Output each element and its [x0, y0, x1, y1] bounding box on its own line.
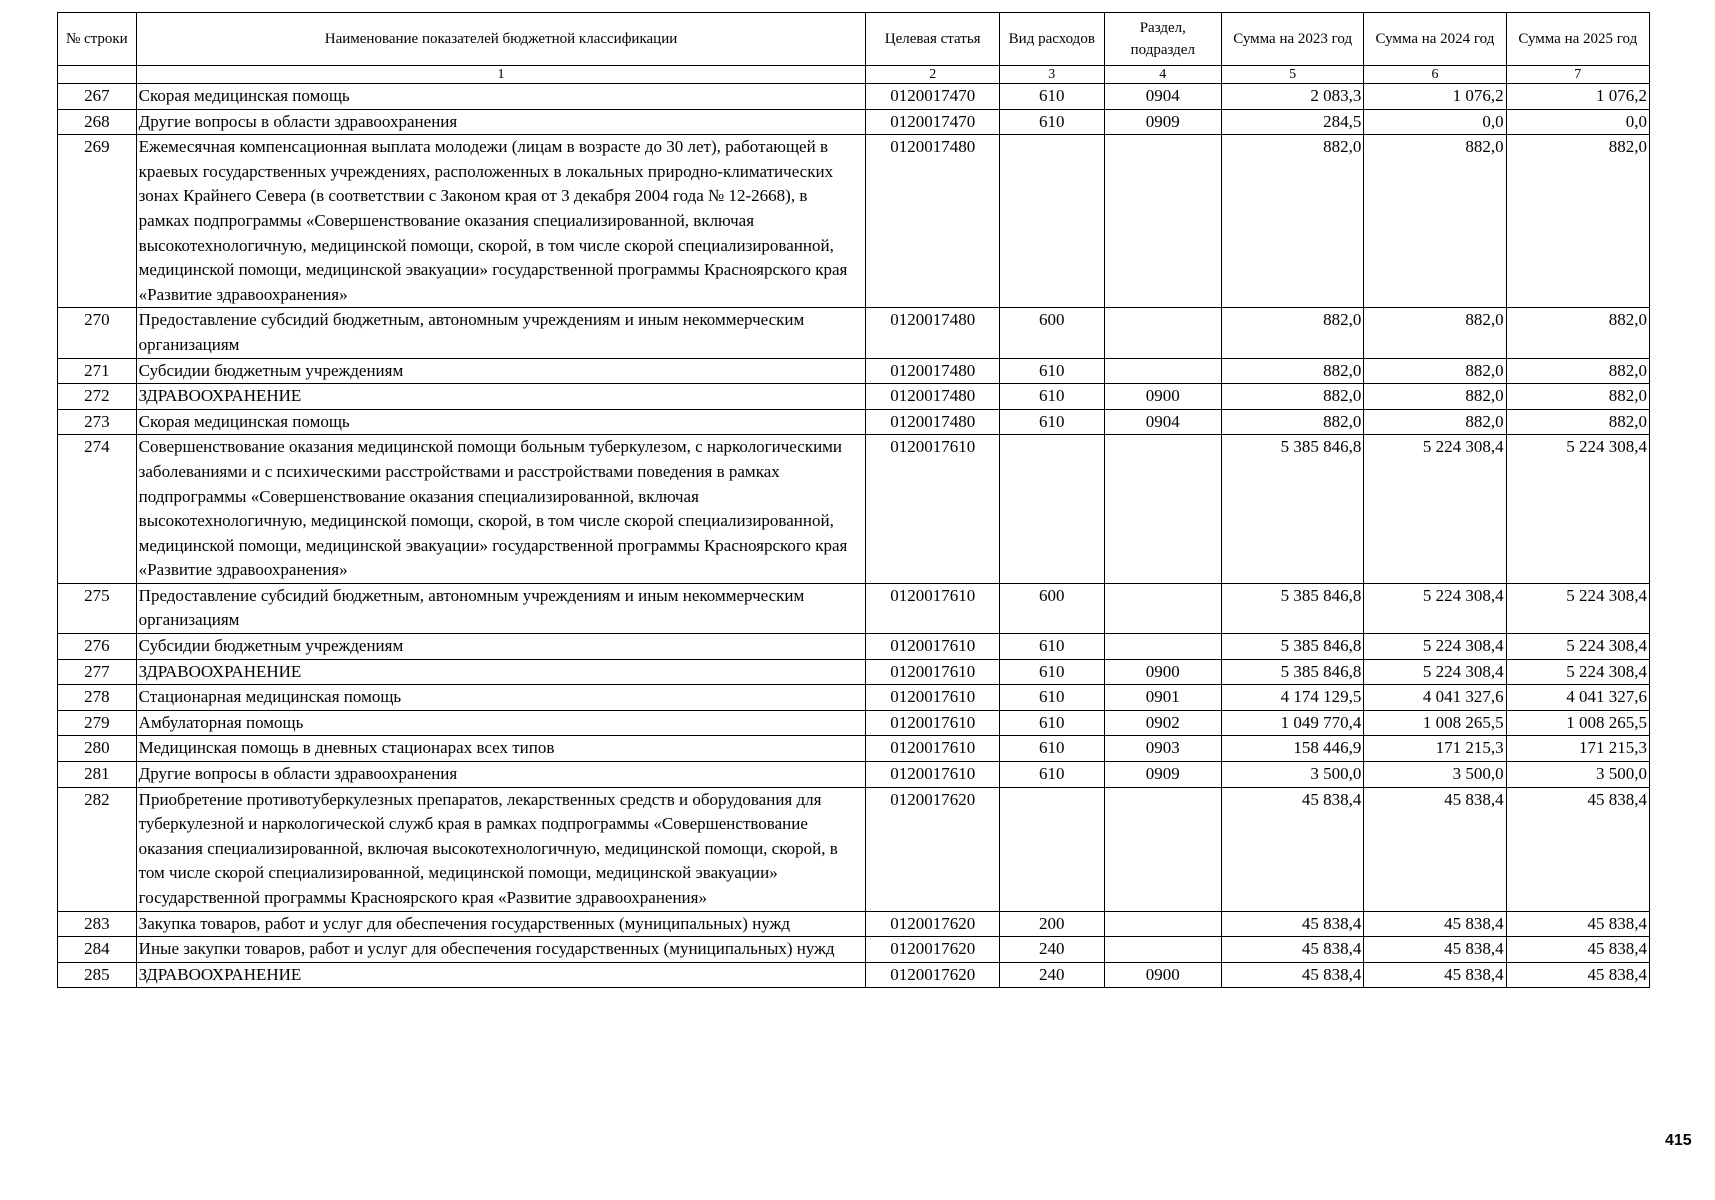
row-sum-2024: 882,0: [1364, 409, 1506, 435]
row-expense-type: 610: [1000, 634, 1105, 660]
row-target-code: 0120017610: [866, 435, 1000, 584]
row-expense-type: 610: [1000, 384, 1105, 410]
row-section: [1104, 435, 1221, 584]
row-name: Медицинская помощь в дневных стационарах всех типов: [136, 736, 866, 762]
row-target-code: 0120017470: [866, 84, 1000, 110]
row-section: 0900: [1104, 384, 1221, 410]
row-target-code: 0120017470: [866, 109, 1000, 135]
row-expense-type: 600: [1000, 308, 1105, 358]
row-section: [1104, 135, 1221, 308]
row-sum-2023: 1 049 770,4: [1222, 710, 1364, 736]
row-sum-2023: 5 385 846,8: [1222, 435, 1364, 584]
header-sum-2024: Сумма на 2024 год: [1364, 13, 1506, 66]
row-target-code: 0120017620: [866, 787, 1000, 911]
row-sum-2025: 882,0: [1506, 358, 1649, 384]
table-row: [58, 634, 1650, 660]
row-number: 282: [58, 787, 137, 911]
row-sum-2025: 5 224 308,4: [1506, 583, 1649, 633]
row-target-code: 0120017620: [866, 911, 1000, 937]
colnum: 6: [1364, 66, 1506, 84]
row-name: ЗДРАВООХРАНЕНИЕ: [136, 659, 866, 685]
table-row: [58, 962, 1650, 988]
table-row: [58, 84, 1650, 110]
row-name: Иные закупки товаров, работ и услуг для обеспечения государственных (муниципальных) нужд: [136, 937, 866, 963]
table-body: [58, 84, 1650, 988]
row-target-code: 0120017480: [866, 308, 1000, 358]
header-section: Раздел, подраздел: [1104, 13, 1221, 66]
row-expense-type: 610: [1000, 109, 1105, 135]
row-expense-type: 240: [1000, 962, 1105, 988]
row-number: 268: [58, 109, 137, 135]
row-section: [1104, 634, 1221, 660]
row-name: Приобретение противотуберкулезных препаратов, лекарственных средств и оборудования для туберкулезной и наркологической служб края в рамках подпрограммы «Совершенствование оказания специализированной, включая высокотехнологичную, медицинской помощи, скорой, в том числе скорой специализированной, медицинской помощи, медицинской эвакуации» государственной программы Красноярского края «Развитие здравоохранения»: [136, 787, 866, 911]
row-section: 0900: [1104, 962, 1221, 988]
row-name: Совершенствование оказания медицинской помощи больным туберкулезом, с наркологическими заболеваниями и с психическими расстройствами и расстройствами поведения в рамках подпрограммы «Совершенствование оказания специализированной, включая высокотехнологичную, медицинской помощи, скорой, в том числе скорой специализированной, медицинской помощи, медицинской эвакуации» государственной программы Красноярского края «Развитие здравоохранения»: [136, 435, 866, 584]
row-target-code: 0120017480: [866, 409, 1000, 435]
row-sum-2023: 882,0: [1222, 308, 1364, 358]
row-number: 273: [58, 409, 137, 435]
row-section: [1104, 358, 1221, 384]
row-sum-2025: 0,0: [1506, 109, 1649, 135]
row-sum-2023: 882,0: [1222, 135, 1364, 308]
row-sum-2024: 882,0: [1364, 384, 1506, 410]
row-sum-2024: 3 500,0: [1364, 762, 1506, 788]
colnum-blank: [58, 66, 137, 84]
row-sum-2024: 45 838,4: [1364, 937, 1506, 963]
row-section: 0901: [1104, 685, 1221, 711]
row-section: [1104, 583, 1221, 633]
row-sum-2025: 45 838,4: [1506, 911, 1649, 937]
row-expense-type: [1000, 787, 1105, 911]
row-number: 267: [58, 84, 137, 110]
table-row: [58, 358, 1650, 384]
row-target-code: 0120017610: [866, 685, 1000, 711]
row-sum-2025: 882,0: [1506, 384, 1649, 410]
table-row: [58, 937, 1650, 963]
table-row: [58, 308, 1650, 358]
table-row: [58, 685, 1650, 711]
row-section: [1104, 937, 1221, 963]
table-row: [58, 659, 1650, 685]
header-row-no: № строки: [58, 13, 137, 66]
row-sum-2023: 5 385 846,8: [1222, 583, 1364, 633]
row-name: Ежемесячная компенсационная выплата молодежи (лицам в возрасте до 30 лет), работающей в краевых государственных учреждениях, расположенных в локальных природно-климатических зонах Крайнего Севера (в соответствии с Законом края от 3 декабря 2004 года № 12-2668), в рамках подпрограммы «Совершенствование оказания специализированной, включая высокотехнологичную, медицинской помощи, скорой, в том числе скорой специализированной, медицинской помощи, медицинской эвакуации» государственной программы Красноярского края «Развитие здравоохранения»: [136, 135, 866, 308]
budget-table: [57, 12, 1650, 988]
row-sum-2024: 882,0: [1364, 358, 1506, 384]
row-sum-2024: 1 076,2: [1364, 84, 1506, 110]
row-sum-2023: 45 838,4: [1222, 787, 1364, 911]
row-expense-type: [1000, 135, 1105, 308]
table-row: [58, 583, 1650, 633]
row-sum-2025: 1 076,2: [1506, 84, 1649, 110]
table-row: [58, 736, 1650, 762]
row-expense-type: [1000, 435, 1105, 584]
row-sum-2024: 45 838,4: [1364, 962, 1506, 988]
column-number-row: [58, 66, 1650, 84]
colnum: 7: [1506, 66, 1649, 84]
row-name: Другие вопросы в области здравоохранения: [136, 762, 866, 788]
row-sum-2024: 5 224 308,4: [1364, 634, 1506, 660]
row-target-code: 0120017480: [866, 384, 1000, 410]
row-sum-2023: 45 838,4: [1222, 962, 1364, 988]
row-expense-type: 610: [1000, 710, 1105, 736]
row-name: Другие вопросы в области здравоохранения: [136, 109, 866, 135]
row-number: 271: [58, 358, 137, 384]
row-sum-2025: 5 224 308,4: [1506, 659, 1649, 685]
row-expense-type: 600: [1000, 583, 1105, 633]
row-sum-2025: 882,0: [1506, 409, 1649, 435]
row-expense-type: 610: [1000, 358, 1105, 384]
row-expense-type: 610: [1000, 659, 1105, 685]
row-section: 0900: [1104, 659, 1221, 685]
row-target-code: 0120017610: [866, 762, 1000, 788]
table-row: [58, 710, 1650, 736]
row-name: Закупка товаров, работ и услуг для обеспечения государственных (муниципальных) нужд: [136, 911, 866, 937]
page-number: 415: [1665, 1132, 1692, 1149]
row-target-code: 0120017620: [866, 937, 1000, 963]
row-expense-type: 610: [1000, 685, 1105, 711]
row-section: 0902: [1104, 710, 1221, 736]
row-target-code: 0120017480: [866, 358, 1000, 384]
row-sum-2025: 5 224 308,4: [1506, 435, 1649, 584]
row-number: 281: [58, 762, 137, 788]
table-row: [58, 409, 1650, 435]
row-sum-2025: 5 224 308,4: [1506, 634, 1649, 660]
row-sum-2025: 882,0: [1506, 308, 1649, 358]
row-name: ЗДРАВООХРАНЕНИЕ: [136, 962, 866, 988]
row-section: 0904: [1104, 84, 1221, 110]
header-name: Наименование показателей бюджетной классификации: [136, 13, 866, 66]
row-sum-2024: 5 224 308,4: [1364, 659, 1506, 685]
table-row: [58, 135, 1650, 308]
colnum: 5: [1222, 66, 1364, 84]
row-expense-type: 610: [1000, 736, 1105, 762]
header-sum-2023: Сумма на 2023 год: [1222, 13, 1364, 66]
row-section: [1104, 787, 1221, 911]
row-number: 274: [58, 435, 137, 584]
row-target-code: 0120017610: [866, 583, 1000, 633]
row-expense-type: 610: [1000, 762, 1105, 788]
row-sum-2025: 882,0: [1506, 135, 1649, 308]
row-sum-2024: 45 838,4: [1364, 787, 1506, 911]
row-name: Амбулаторная помощь: [136, 710, 866, 736]
row-name: ЗДРАВООХРАНЕНИЕ: [136, 384, 866, 410]
row-sum-2024: 5 224 308,4: [1364, 583, 1506, 633]
row-target-code: 0120017610: [866, 710, 1000, 736]
row-sum-2023: 882,0: [1222, 409, 1364, 435]
row-sum-2023: 3 500,0: [1222, 762, 1364, 788]
row-sum-2023: 5 385 846,8: [1222, 659, 1364, 685]
table-row: [58, 787, 1650, 911]
row-name: Скорая медицинская помощь: [136, 84, 866, 110]
row-number: 275: [58, 583, 137, 633]
header-type: Вид расходов: [1000, 13, 1105, 66]
row-sum-2024: 45 838,4: [1364, 911, 1506, 937]
row-sum-2023: 882,0: [1222, 384, 1364, 410]
row-sum-2025: 45 838,4: [1506, 787, 1649, 911]
row-expense-type: 200: [1000, 911, 1105, 937]
row-number: 283: [58, 911, 137, 937]
table-row: [58, 762, 1650, 788]
row-name: Скорая медицинская помощь: [136, 409, 866, 435]
table-header: [58, 13, 1650, 84]
row-sum-2024: 5 224 308,4: [1364, 435, 1506, 584]
row-sum-2024: 882,0: [1364, 135, 1506, 308]
row-target-code: 0120017610: [866, 659, 1000, 685]
row-sum-2023: 882,0: [1222, 358, 1364, 384]
header-sum-2025: Сумма на 2025 год: [1506, 13, 1649, 66]
table-row: [58, 911, 1650, 937]
row-target-code: 0120017610: [866, 634, 1000, 660]
row-sum-2025: 3 500,0: [1506, 762, 1649, 788]
row-number: 272: [58, 384, 137, 410]
row-number: 278: [58, 685, 137, 711]
row-number: 285: [58, 962, 137, 988]
row-number: 269: [58, 135, 137, 308]
colnum: 2: [866, 66, 1000, 84]
row-number: 280: [58, 736, 137, 762]
colnum: 4: [1104, 66, 1221, 84]
row-sum-2023: 5 385 846,8: [1222, 634, 1364, 660]
row-target-code: 0120017620: [866, 962, 1000, 988]
row-expense-type: 610: [1000, 84, 1105, 110]
row-name: Предоставление субсидий бюджетным, автономным учреждениям и иным некоммерческим организациям: [136, 583, 866, 633]
header-target: Целевая статья: [866, 13, 1000, 66]
row-section: 0903: [1104, 736, 1221, 762]
row-expense-type: 240: [1000, 937, 1105, 963]
row-sum-2024: 171 215,3: [1364, 736, 1506, 762]
table-row: [58, 435, 1650, 584]
colnum: 3: [1000, 66, 1105, 84]
row-target-code: 0120017610: [866, 736, 1000, 762]
row-name: Субсидии бюджетным учреждениям: [136, 634, 866, 660]
row-sum-2025: 1 008 265,5: [1506, 710, 1649, 736]
row-number: 279: [58, 710, 137, 736]
row-sum-2023: 45 838,4: [1222, 911, 1364, 937]
row-section: 0909: [1104, 109, 1221, 135]
row-sum-2023: 284,5: [1222, 109, 1364, 135]
row-expense-type: 610: [1000, 409, 1105, 435]
row-sum-2023: 158 446,9: [1222, 736, 1364, 762]
row-target-code: 0120017480: [866, 135, 1000, 308]
row-name: Субсидии бюджетным учреждениям: [136, 358, 866, 384]
row-number: 270: [58, 308, 137, 358]
row-number: 276: [58, 634, 137, 660]
row-section: 0909: [1104, 762, 1221, 788]
row-sum-2024: 1 008 265,5: [1364, 710, 1506, 736]
row-sum-2025: 45 838,4: [1506, 937, 1649, 963]
row-sum-2024: 882,0: [1364, 308, 1506, 358]
row-section: [1104, 911, 1221, 937]
row-sum-2025: 45 838,4: [1506, 962, 1649, 988]
row-number: 277: [58, 659, 137, 685]
row-section: 0904: [1104, 409, 1221, 435]
row-sum-2025: 4 041 327,6: [1506, 685, 1649, 711]
row-sum-2023: 45 838,4: [1222, 937, 1364, 963]
row-sum-2024: 0,0: [1364, 109, 1506, 135]
row-sum-2025: 171 215,3: [1506, 736, 1649, 762]
colnum: 1: [136, 66, 866, 84]
row-name: Стационарная медицинская помощь: [136, 685, 866, 711]
row-section: [1104, 308, 1221, 358]
row-number: 284: [58, 937, 137, 963]
table-row: [58, 384, 1650, 410]
row-sum-2023: 2 083,3: [1222, 84, 1364, 110]
row-sum-2023: 4 174 129,5: [1222, 685, 1364, 711]
row-sum-2024: 4 041 327,6: [1364, 685, 1506, 711]
row-name: Предоставление субсидий бюджетным, автономным учреждениям и иным некоммерческим организациям: [136, 308, 866, 358]
table-row: [58, 109, 1650, 135]
